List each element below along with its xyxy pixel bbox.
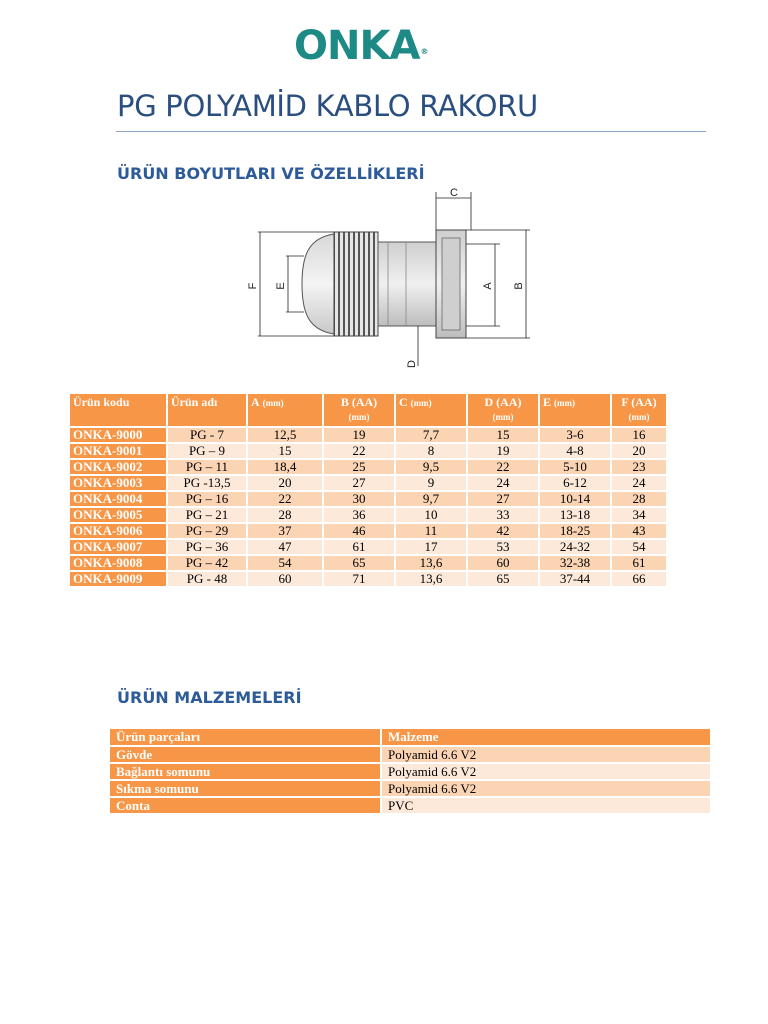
dimension-cell: 19 bbox=[468, 444, 538, 458]
dimension-cell: 60 bbox=[468, 556, 538, 570]
dimension-cell: 71 bbox=[324, 572, 394, 586]
dimension-cell: 8 bbox=[396, 444, 466, 458]
dimension-cell: 22 bbox=[248, 492, 322, 506]
table-row bbox=[110, 747, 710, 762]
materials-table bbox=[108, 727, 712, 815]
product-name-cell: PG – 9 bbox=[168, 444, 246, 458]
brand-logo bbox=[294, 24, 464, 68]
product-name-cell: PG – 36 bbox=[168, 540, 246, 554]
table-row bbox=[70, 540, 666, 554]
dimension-cell: 20 bbox=[612, 444, 666, 458]
col-header: Malzeme bbox=[382, 729, 710, 745]
dimension-cell: 54 bbox=[612, 540, 666, 554]
table-row bbox=[70, 444, 666, 458]
product-name-cell: PG - 48 bbox=[168, 572, 246, 586]
dimension-cell: 6-12 bbox=[540, 476, 610, 490]
dimension-cell: 18,4 bbox=[248, 460, 322, 474]
col-header: Ürün parçaları bbox=[110, 729, 380, 745]
dimension-cell: 7,7 bbox=[396, 428, 466, 442]
product-code-cell: ONKA-9005 bbox=[70, 508, 166, 522]
dimension-cell: 61 bbox=[612, 556, 666, 570]
dimension-cell: 34 bbox=[612, 508, 666, 522]
dimension-cell: 66 bbox=[612, 572, 666, 586]
dimension-cell: 9,7 bbox=[396, 492, 466, 506]
dimension-cell: 65 bbox=[468, 572, 538, 586]
dim-label-a: A bbox=[482, 282, 494, 290]
dimension-cell: 28 bbox=[612, 492, 666, 506]
part-name-cell: Conta bbox=[110, 798, 380, 813]
materials-header-row bbox=[110, 729, 710, 745]
dimension-cell: 23 bbox=[612, 460, 666, 474]
dimension-cell: 13,6 bbox=[396, 556, 466, 570]
dimensions-table bbox=[68, 392, 668, 588]
gland-body-shape bbox=[378, 242, 436, 326]
dimension-cell: 15 bbox=[468, 428, 538, 442]
dimension-cell: 12,5 bbox=[248, 428, 322, 442]
table-row bbox=[110, 798, 710, 813]
col-header: C (mm) bbox=[396, 394, 466, 426]
product-name-cell: PG - 7 bbox=[168, 428, 246, 442]
table-row bbox=[70, 508, 666, 522]
col-header: Ürün kodu bbox=[70, 394, 166, 426]
product-code-cell: ONKA-9003 bbox=[70, 476, 166, 490]
registered-mark: ® bbox=[420, 47, 428, 56]
material-cell: Polyamid 6.6 V2 bbox=[382, 747, 710, 762]
product-code-cell: ONKA-9009 bbox=[70, 572, 166, 586]
product-code-cell: ONKA-9008 bbox=[70, 556, 166, 570]
dimension-cell: 24 bbox=[468, 476, 538, 490]
material-cell: Polyamid 6.6 V2 bbox=[382, 781, 710, 796]
part-name-cell: Sıkma somunu bbox=[110, 781, 380, 796]
dimensions-header-row bbox=[70, 394, 666, 426]
dimension-cell: 22 bbox=[324, 444, 394, 458]
dim-label-f: F bbox=[247, 282, 259, 290]
dim-label-c: C bbox=[450, 187, 458, 199]
material-cell: Polyamid 6.6 V2 bbox=[382, 764, 710, 779]
col-header: B (AA) (mm) bbox=[324, 394, 394, 426]
product-name-cell: PG – 29 bbox=[168, 524, 246, 538]
col-header: A (mm) bbox=[248, 394, 322, 426]
col-header: D (AA) (mm) bbox=[468, 394, 538, 426]
dimension-cell: 37 bbox=[248, 524, 322, 538]
table-row bbox=[70, 460, 666, 474]
table-row bbox=[70, 476, 666, 490]
dimension-cell: 16 bbox=[612, 428, 666, 442]
product-code-cell: ONKA-9004 bbox=[70, 492, 166, 506]
section-title-dimensions: ÜRÜN BOYUTLARI VE ÖZELLİKLERİ bbox=[117, 164, 425, 183]
dimension-cell: 61 bbox=[324, 540, 394, 554]
table-row bbox=[70, 572, 666, 586]
dimension-cell: 30 bbox=[324, 492, 394, 506]
table-row bbox=[110, 781, 710, 796]
dimension-cell: 10-14 bbox=[540, 492, 610, 506]
part-name-cell: Gövde bbox=[110, 747, 380, 762]
dimension-cell: 27 bbox=[324, 476, 394, 490]
seal-dome-shape bbox=[302, 234, 334, 334]
col-header: F (AA) (mm) bbox=[612, 394, 666, 426]
page-title: PG POLYAMİD KABLO RAKORU bbox=[117, 89, 538, 123]
dimension-cell: 19 bbox=[324, 428, 394, 442]
product-code-cell: ONKA-9002 bbox=[70, 460, 166, 474]
title-divider bbox=[116, 131, 706, 132]
dimension-cell: 47 bbox=[248, 540, 322, 554]
dimension-cell: 42 bbox=[468, 524, 538, 538]
dimension-cell: 13-18 bbox=[540, 508, 610, 522]
dimension-cell: 9 bbox=[396, 476, 466, 490]
product-code-cell: ONKA-9000 bbox=[70, 428, 166, 442]
col-header: E (mm) bbox=[540, 394, 610, 426]
part-name-cell: Bağlantı somunu bbox=[110, 764, 380, 779]
product-name-cell: PG – 11 bbox=[168, 460, 246, 474]
table-row bbox=[70, 428, 666, 442]
dimension-cell: 36 bbox=[324, 508, 394, 522]
dimension-cell: 46 bbox=[324, 524, 394, 538]
table-row bbox=[70, 556, 666, 570]
product-name-cell: PG – 21 bbox=[168, 508, 246, 522]
dim-label-b: B bbox=[513, 282, 525, 290]
dimension-cell: 43 bbox=[612, 524, 666, 538]
product-name-cell: PG – 42 bbox=[168, 556, 246, 570]
dimension-cell: 9,5 bbox=[396, 460, 466, 474]
table-row bbox=[110, 764, 710, 779]
dimension-cell: 17 bbox=[396, 540, 466, 554]
dimension-cell: 22 bbox=[468, 460, 538, 474]
dimension-cell: 18-25 bbox=[540, 524, 610, 538]
dimension-cell: 37-44 bbox=[540, 572, 610, 586]
dimension-cell: 33 bbox=[468, 508, 538, 522]
dimension-cell: 27 bbox=[468, 492, 538, 506]
dimension-cell: 24-32 bbox=[540, 540, 610, 554]
dimension-cell: 10 bbox=[396, 508, 466, 522]
dimension-cell: 25 bbox=[324, 460, 394, 474]
dimension-cell: 20 bbox=[248, 476, 322, 490]
dimension-cell: 54 bbox=[248, 556, 322, 570]
dimension-cell: 13,6 bbox=[396, 572, 466, 586]
col-header: Ürün adı bbox=[168, 394, 246, 426]
dimension-cell: 4-8 bbox=[540, 444, 610, 458]
logo-text: ONKA bbox=[294, 23, 420, 69]
dimension-cell: 28 bbox=[248, 508, 322, 522]
section-title-materials: ÜRÜN MALZEMELERİ bbox=[117, 688, 302, 707]
dimension-cell: 3-6 bbox=[540, 428, 610, 442]
clamping-nut-shape bbox=[334, 232, 378, 336]
dimension-cell: 24 bbox=[612, 476, 666, 490]
dim-label-d: D bbox=[406, 360, 418, 368]
product-name-cell: PG -13,5 bbox=[168, 476, 246, 490]
product-name-cell: PG – 16 bbox=[168, 492, 246, 506]
product-code-cell: ONKA-9006 bbox=[70, 524, 166, 538]
dimension-cell: 60 bbox=[248, 572, 322, 586]
cable-gland-dimension-drawing bbox=[238, 186, 538, 370]
dimension-cell: 53 bbox=[468, 540, 538, 554]
product-code-cell: ONKA-9001 bbox=[70, 444, 166, 458]
dimension-cell: 32-38 bbox=[540, 556, 610, 570]
dimension-cell: 15 bbox=[248, 444, 322, 458]
product-code-cell: ONKA-9007 bbox=[70, 540, 166, 554]
dimension-cell: 11 bbox=[396, 524, 466, 538]
dim-label-e: E bbox=[275, 282, 287, 290]
material-cell: PVC bbox=[382, 798, 710, 813]
table-row bbox=[70, 524, 666, 538]
table-row bbox=[70, 492, 666, 506]
dimension-cell: 65 bbox=[324, 556, 394, 570]
dimension-cell: 5-10 bbox=[540, 460, 610, 474]
